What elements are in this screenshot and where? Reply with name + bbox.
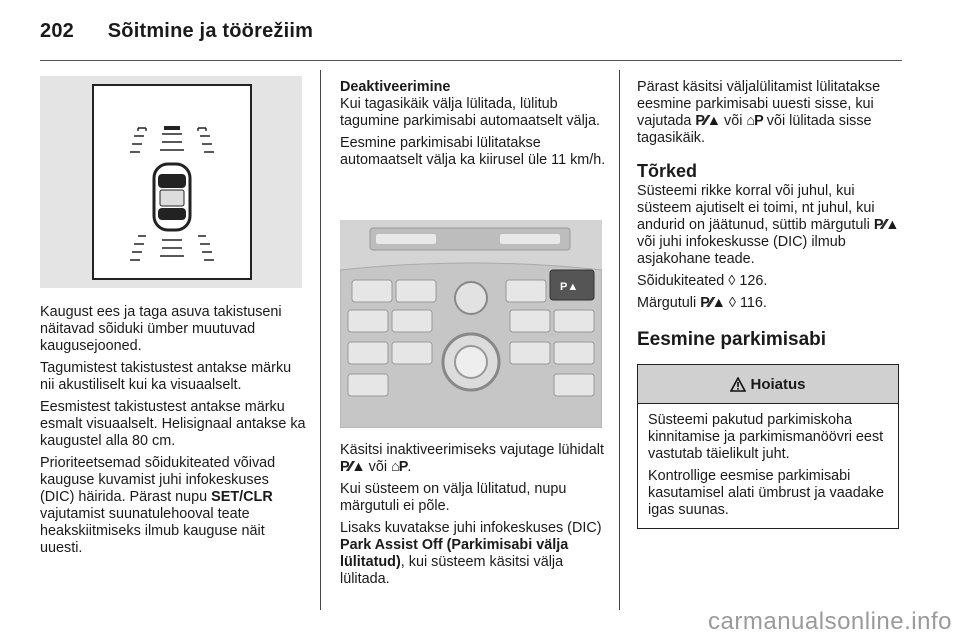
warning-body [638, 404, 898, 519]
text-span: , kui süsteem käsitsi välja lülitada. [340, 554, 564, 587]
paragraph [637, 295, 903, 312]
paragraph: Eesmine parkimisabi lülitatakse automaatselt välja ka kiirusel üle 11 km/h. [340, 135, 606, 168]
warning-header [638, 365, 898, 404]
park-assist-icon: P⁄⁄▲ [700, 295, 725, 311]
column-1-text [40, 304, 306, 562]
text-span: vajutamist suunatulehooval teate heakskiitmiseks ilmub kauguse näit uuesti. [40, 506, 265, 556]
column-divider-2 [619, 70, 620, 610]
console-graphic [340, 220, 602, 428]
paragraph [637, 273, 903, 290]
paragraph: Kontrollige eesmise parkimisabi kasutamisel alati ümbrust ja vaadake igas suunas. [648, 468, 884, 518]
paragraph: Süsteemi pakutud parkimiskoha kinnitamise ja parkimismanöövri eest vastutab täielikult juht. [648, 412, 884, 462]
text-span: või lülitada sisse tagasikäik. [637, 113, 872, 146]
paragraph: Tagumistest takistustest antakse märku nii akustiliselt kui ka visuaalselt. [40, 360, 292, 393]
watermark: carmanualsonline.info [708, 608, 952, 635]
text-span: Käsitsi inaktiveerimiseks vajutage lühidalt [340, 442, 604, 458]
park-assist-icon: P⁄⁄▲ [340, 459, 365, 475]
text-span: Pärast käsitsi väljalülitamist lülitatakse eesmine parkimisabi uuesti sisse, kui vajutada [637, 79, 881, 129]
page-reference-link[interactable]: ◊ 116. [724, 295, 767, 311]
paragraph: Eesmistest takistustest antakse märku esmalt visuaalselt. Helisignaal antakse ka kaugustel alla 80 cm. [40, 399, 306, 449]
park-assist-icon: P⁄⁄▲ [873, 217, 899, 233]
text-span: Süsteemi rikke korral või juhul, kui süsteem ajutiselt ei toimi, nt juhul, kui andurid on jäätunud, süttib märgutuli [637, 183, 875, 233]
text-span: või [720, 113, 747, 129]
warning-triangle-icon [730, 377, 746, 392]
set-clr-label: SET/CLR [211, 489, 273, 505]
park-assist-icon: P⁄⁄▲ [695, 113, 721, 129]
column-2-lower-text [340, 442, 606, 593]
text-span: või [364, 459, 392, 475]
paragraph [637, 183, 903, 268]
paragraph [637, 79, 903, 147]
text-span: Märgutuli [637, 295, 701, 311]
front-park-assist-heading: Eesmine parkimisabi [637, 329, 827, 350]
text-span: Lisaks kuvatakse juhi infokeskuses (DIC) [340, 520, 602, 536]
dashboard-buttons-photo [340, 220, 602, 428]
column-divider-1 [320, 70, 321, 610]
faults-heading: Tõrked [637, 161, 698, 181]
park-assist-alt-icon: ⌂P [746, 113, 763, 129]
distance-lines-graphic [94, 86, 250, 278]
paragraph: Kui süsteem on välja lülitatud, nupu märgutuli ei põle. [340, 481, 567, 514]
park-assist-alt-icon: ⌂P [391, 459, 408, 475]
page-title: Sõitmine ja töörežiim [107, 20, 314, 42]
page-reference-link[interactable]: ◊ 126. [728, 273, 768, 289]
page-header [40, 20, 313, 43]
warning-title: Hoiatus [750, 375, 806, 393]
column-3-text [637, 79, 903, 352]
warning-box [637, 364, 899, 529]
paragraph: Kaugust ees ja taga asuva takistuseni näitavad sõiduki ümber muutuvad kaugusejooned. [40, 304, 282, 354]
svg-text:P▲: P▲ [560, 281, 579, 293]
text-span: Sõidukiteated [637, 273, 729, 289]
park-assist-off-message: Park Assist Off (Parkimisabi välja lülitatud) [340, 537, 569, 570]
section-heading: Deaktiveerimine [340, 79, 451, 95]
page-number: 202 [40, 20, 74, 42]
parking-display-illustration [40, 76, 302, 288]
paragraph [340, 442, 606, 476]
text-span: . [407, 459, 412, 475]
column-2-text [340, 79, 606, 174]
header-rule [40, 60, 902, 61]
paragraph [40, 455, 306, 557]
text-span: Prioriteetsemad sõidukiteated võivad kauguse kuvamist juhi infokeskuses (DIC) häirida. Pärast nupu [40, 455, 276, 505]
dic-screen [92, 84, 252, 280]
text-span: või juhi infokeskusse (DIC) ilmub asjakohane teade. [637, 234, 846, 267]
paragraph: Kui tagasikäik välja lülitada, lülitub tagumine parkimisabi automaatselt välja. [340, 96, 600, 129]
paragraph [340, 520, 606, 588]
